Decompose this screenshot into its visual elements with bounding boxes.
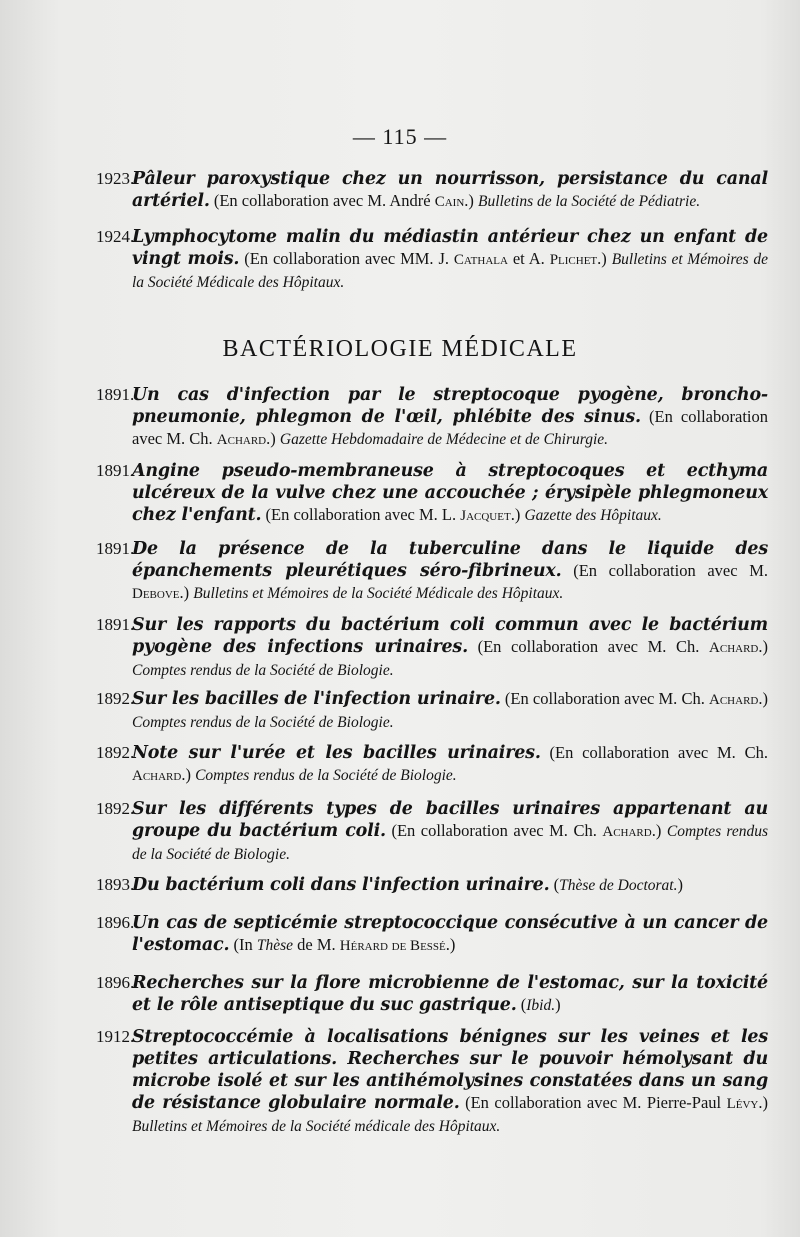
entry-note-end: .) <box>445 935 456 954</box>
entry-note-end: .) <box>464 191 479 210</box>
entry-author: Lévy <box>726 1096 759 1112</box>
entry-note: (En collaboration avec M. Ch. <box>540 743 768 762</box>
section-title: BACTÉRIOLOGIE MÉDICALE <box>222 336 578 362</box>
entry-author: Achard <box>132 768 182 784</box>
entry-publication: Bulletins et Mémoires de la Société médicale des Hôpitaux. <box>132 1118 501 1135</box>
entry-year: 1924. <box>96 227 135 246</box>
entry-title: Pâleur paroxystique chez un nourrisson, persistance du canal artériel. <box>132 169 768 211</box>
entry-author: Achard <box>709 640 759 656</box>
entry-title: Un cas de septicémie streptococcique consécutive à un cancer de l'estomac. <box>132 913 768 955</box>
entry-year: 1896. <box>96 913 135 932</box>
entry-title: Angine pseudo-membraneuse à streptocoques et ecthyma ulcéreux de la vulve chez une accouchée ; érysipèle phlegmoneux chez l'enfant. <box>132 461 768 525</box>
entry-author: Cathala <box>453 252 508 268</box>
entry-year: 1891. <box>96 539 135 558</box>
entry-title: Lymphocytome malin du médiastin antérieur chez un enfant de vingt mois. <box>132 227 768 269</box>
entry-note-end: ) <box>555 995 561 1014</box>
entry-author: Cain <box>434 194 465 210</box>
bibliography-entry <box>96 742 768 787</box>
entry-note: (En collaboration avec M. <box>561 561 768 580</box>
entry-title: Note sur l'urée et les bacilles urinaires. <box>132 743 541 763</box>
bibliography-entry <box>96 912 768 957</box>
entry-author: Debove <box>132 586 180 602</box>
entry-publication: Comptes rendus de la Société de Biologie. <box>132 714 394 731</box>
entry-note-mid: et A. <box>507 249 550 268</box>
entry-note-end: ) <box>677 875 683 894</box>
page-number: — 115 — <box>352 124 448 149</box>
bibliography-entry <box>96 1026 768 1137</box>
entry-year: 1893. <box>96 875 135 894</box>
entry-note-end: .) <box>179 583 194 602</box>
entry-note: (En collaboration avec M. Ch. <box>467 637 710 656</box>
entry-year: 1892. <box>96 743 135 762</box>
entry-publication: Ibid. <box>526 997 556 1014</box>
entry-note: (En collaboration avec M. André <box>213 191 435 210</box>
entry-author: Achard <box>216 432 267 448</box>
entry-author: Hérard de Bessé <box>339 938 446 954</box>
entry-note: (En collaboration avec M. Ch. <box>132 407 768 448</box>
entry-year: 1923. <box>96 169 135 188</box>
entry-title: Un cas d'infection par le streptocoque pyogène, broncho-pneumonie, phlegmon de l'œil, phlébite des sinus. <box>132 385 768 427</box>
entry-note: ( <box>516 995 527 1014</box>
entry-title: Sur les différents types de bacilles urinaires appartenant au groupe du bactérium coli. <box>132 799 768 841</box>
bibliography-entry <box>96 614 768 681</box>
entry-publication: Bulletins de la Société de Pédiatrie. <box>478 193 701 210</box>
entry-publication: Bulletins et Mémoires de la Société Médicale des Hôpitaux. <box>132 251 769 291</box>
bibliography-entry <box>96 384 768 451</box>
bibliography-entry <box>96 798 769 865</box>
entry-note-end: .) <box>266 429 280 448</box>
entry-note-end: .) <box>758 689 768 708</box>
entry-year: 1896. <box>96 973 135 992</box>
bibliography-entry <box>96 226 769 293</box>
bibliography-entry <box>96 168 768 213</box>
entry-title: De la présence de la tuberculine dans le liquide des épanchements pleurétiques séro-fibrineux. <box>132 539 768 581</box>
entry-publication: Thèse <box>256 937 294 954</box>
entry-year: 1891. <box>96 385 135 404</box>
entry-author: Jacquet <box>460 508 511 524</box>
bibliography-entry <box>96 460 768 527</box>
entry-note: (En collaboration avec MM. J. <box>244 249 454 268</box>
entry-note: ( <box>549 875 560 894</box>
entry-publication: Thèse de Doctorat. <box>559 877 678 894</box>
entry-title: Sur les bacilles de l'infection urinaire. <box>132 689 501 709</box>
entry-note: (En collaboration avec M. L. <box>261 505 461 524</box>
entry-title: Du bactérium coli dans l'infection urinaire. <box>132 875 550 895</box>
entry-note-end: .) <box>510 505 525 524</box>
entry-note-end: .) <box>651 821 667 840</box>
entry-title: Streptococcémie à localisations bénignes sur les veines et les petites articulations. Recherches sur le pouvoir hémolysant du microbe isolé et sur les antihémolysines constatées dans un sang de résistance globulaire normale. <box>132 1027 768 1113</box>
entry-publication: Comptes rendus de la Société de Biologie. <box>132 662 394 679</box>
bibliography-entry <box>96 538 768 605</box>
entry-year: 1912. <box>96 1027 135 1046</box>
bibliography-entry <box>96 688 768 733</box>
entry-note-mid: de M. <box>293 935 340 954</box>
entry-title: Sur les rapports du bactérium coli commun avec le bactérium pyogène des infections urinaires. <box>132 615 768 657</box>
entry-title: Recherches sur la flore microbienne de l'estomac, sur la toxicité et le rôle antiseptique du suc gastrique. <box>132 973 768 1015</box>
entry-year: 1891. <box>96 615 135 634</box>
entry-publication: Gazette Hebdomadaire de Médecine et de Chirurgie. <box>279 431 609 448</box>
entry-publication: Gazette des Hôpitaux. <box>524 507 662 524</box>
entry-author: Achard <box>602 824 652 840</box>
entry-year: 1892. <box>96 799 135 818</box>
entry-year: 1891. <box>96 461 135 480</box>
bibliography-entry <box>96 874 768 896</box>
entry-note: (En collaboration avec M. Ch. <box>500 689 710 708</box>
entry-note: (In <box>229 935 257 954</box>
entry-note: (En collaboration avec M. Pierre-Paul <box>459 1093 727 1112</box>
entry-author-2: Plichet <box>549 252 598 268</box>
entry-note-end: .) <box>758 1093 768 1112</box>
entry-publication: Comptes rendus de la Société de Biologie. <box>132 823 769 863</box>
entry-publication: Bulletins et Mémoires de la Société Médicale des Hôpitaux. <box>193 585 564 602</box>
entry-author: Achard <box>709 692 759 708</box>
entry-note-end: .) <box>181 765 196 784</box>
bibliography-entry <box>96 972 768 1016</box>
entry-note: (En collaboration avec M. Ch. <box>385 821 603 840</box>
entry-publication: Comptes rendus de la Société de Biologie. <box>195 767 457 784</box>
entry-note-end: .) <box>758 637 768 656</box>
entry-note-end: .) <box>597 249 612 268</box>
entry-year: 1892. <box>96 689 135 708</box>
